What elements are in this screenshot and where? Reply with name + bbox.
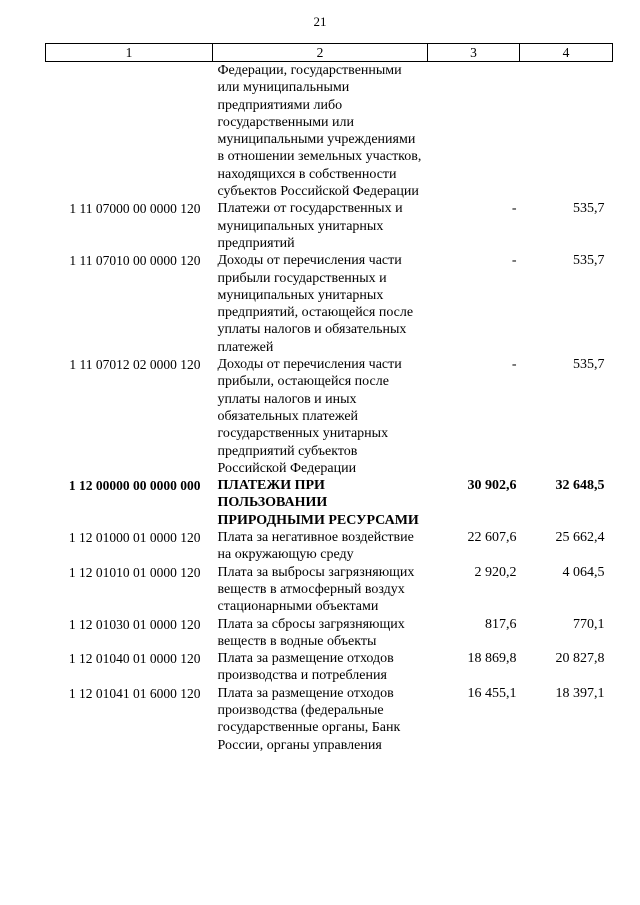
table-row — [46, 200, 613, 252]
page-number: 21 — [313, 14, 327, 29]
row-value-col4 — [520, 62, 613, 201]
row-code: 1 12 01030 01 0000 120 — [68, 616, 201, 632]
row-value-col3: - — [511, 357, 517, 373]
row-value-col4: 770,1 — [573, 616, 605, 632]
row-value-col4: 25 662,4 — [555, 530, 605, 546]
row-name: Плата за размещение отходов производства (федеральные государственные органы, Банк России, органы управления — [217, 685, 401, 753]
row-value-col3 — [428, 62, 520, 201]
row-name: Федерации, государственными или муниципальными предприятиями либо государственными или муниципальными учреждениями в отношении земельных участков, находящихся в собственности субъектов Российской Федерации — [217, 63, 422, 200]
column-header-3: 3 — [428, 44, 520, 62]
row-code: 1 12 01000 01 0000 120 — [68, 530, 201, 546]
table-row — [46, 477, 613, 529]
row-name: Плата за негативное воздействие на окружающую среду — [217, 530, 414, 563]
row-name: Плата за сбросы загрязняющих веществ в водные объекты — [217, 616, 405, 649]
row-value-col3: 30 902,6 — [467, 478, 517, 494]
table-row — [46, 529, 613, 564]
row-value-col3: - — [511, 253, 517, 269]
row-name: Плата за размещение отходов производства и потребления — [217, 651, 394, 684]
row-code: 1 12 01010 01 0000 120 — [68, 564, 201, 580]
table-row — [46, 650, 613, 685]
row-name: Платежи от государственных и муниципальных унитарных предприятий — [217, 201, 403, 251]
row-value-col4: 32 648,5 — [555, 478, 605, 494]
table-row — [46, 616, 613, 651]
row-name: ПЛАТЕЖИ ПРИ ПОЛЬЗОВАНИИ ПРИРОДНЫМИ РЕСУРСАМИ — [217, 478, 419, 528]
table-row — [46, 356, 613, 477]
row-name: Доходы от перечисления части прибыли государственных и муниципальных унитарных предприятий, остающейся после уплаты налогов и обязательных платежей — [217, 253, 414, 355]
table-body — [46, 62, 613, 754]
row-value-col3: 16 455,1 — [467, 685, 517, 701]
row-value-col4: 535,7 — [573, 253, 605, 269]
table-row — [46, 62, 613, 201]
table-row — [46, 564, 613, 616]
header-row — [46, 44, 613, 62]
row-value-col3: - — [511, 201, 517, 217]
row-code: 1 11 07000 00 0000 120 — [69, 201, 201, 217]
row-code — [46, 62, 213, 201]
table-row — [46, 685, 613, 754]
column-header-4: 4 — [520, 44, 613, 62]
row-name: Доходы от перечисления части прибыли, остающейся после уплаты налогов и иных обязательных платежей государственных унитарных предприятий субъектов Российской Федерации — [217, 357, 402, 476]
row-code: 1 11 07010 00 0000 120 — [69, 253, 201, 269]
row-value-col4: 535,7 — [573, 357, 605, 373]
row-code: 1 12 01041 01 6000 120 — [68, 685, 201, 701]
row-value-col3: 18 869,8 — [467, 651, 517, 667]
table-row — [46, 252, 613, 356]
budget-table — [45, 43, 613, 754]
table-header — [46, 44, 613, 62]
row-code: 1 12 00000 00 0000 000 — [68, 478, 201, 494]
column-header-1: 1 — [46, 44, 213, 62]
row-value-col3: 2 920,2 — [474, 564, 517, 580]
row-value-col3: 817,6 — [485, 616, 517, 632]
row-code: 1 12 01040 01 0000 120 — [68, 651, 201, 667]
column-header-2: 2 — [213, 44, 428, 62]
row-name: Плата за выбросы загрязняющих веществ в атмосферный воздух стационарными объектами — [217, 564, 415, 615]
row-value-col4: 18 397,1 — [555, 685, 605, 701]
row-value-col4: 535,7 — [573, 201, 605, 217]
row-value-col4: 4 064,5 — [562, 564, 605, 580]
row-value-col3: 22 607,6 — [467, 530, 517, 546]
row-code: 1 11 07012 02 0000 120 — [69, 357, 201, 373]
row-value-col4: 20 827,8 — [555, 651, 605, 667]
